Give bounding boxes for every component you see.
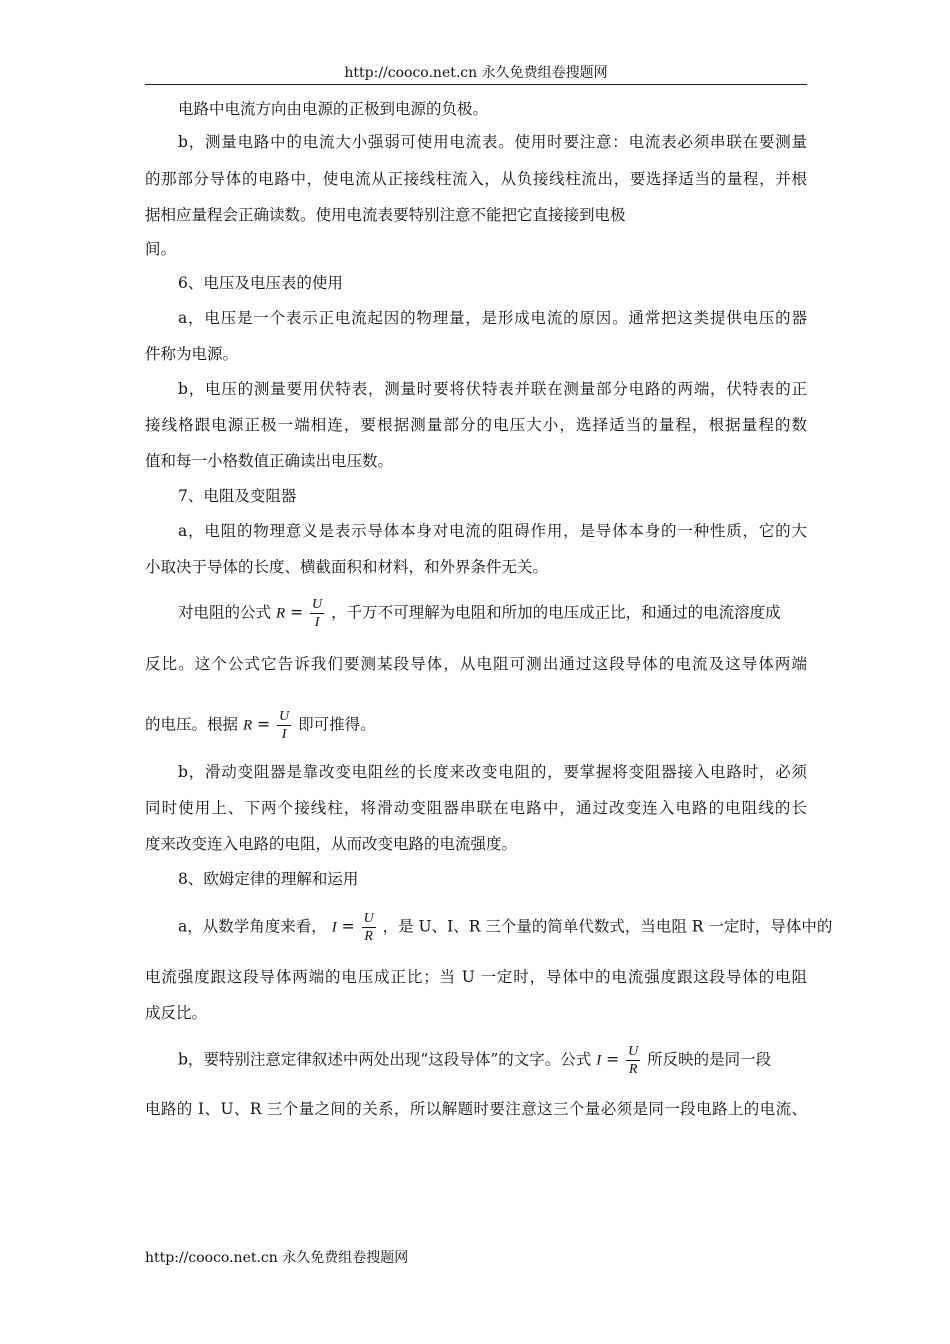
- formula-equals: =: [290, 603, 304, 622]
- text-span: ，是 U、I、R 三个量的简单代数式，当电阻 R 一定时，导体中的: [382, 917, 833, 936]
- fraction-numerator: U: [312, 597, 323, 612]
- fraction-numerator: U: [628, 1044, 639, 1059]
- text-line: 据相应量程会正确读数。使用电流表要特别注意不能把它直接接到电极: [145, 206, 626, 224]
- text-line: b，滑动变阻器是靠改变电阻丝的长度来改变电阻的，要掌握将变阻器接入电路时，必须: [178, 763, 807, 781]
- text-span: b，要特别注意定律叙述中两处出现“这段导体”的文字。公式: [178, 1050, 592, 1069]
- formula-line: [145, 910, 833, 945]
- text-line: 反比。这个公式它告诉我们要测某段导体，从电阻可测出通过这段导体的电流及这导体两端: [145, 655, 807, 673]
- text-line: 度来改变连入电路的电阻，从而改变电路的电流强度。: [145, 835, 518, 853]
- formula-line: [145, 1043, 807, 1078]
- formula-equals: =: [257, 715, 271, 734]
- page-header: http://cooco.net.cn 永久免费组卷搜题网: [344, 65, 608, 81]
- text-span: a，从数学角度来看，: [178, 917, 327, 936]
- section-heading: 7、电阻及变阻器: [178, 487, 297, 505]
- fraction-numerator: U: [279, 709, 290, 724]
- section-heading: 6、电压及电压表的使用: [178, 274, 343, 292]
- text-line: a，电压是一个表示正电流起因的物理量，是形成电流的原因。通常把这类提供电压的器: [178, 309, 807, 327]
- formula-line: [145, 596, 807, 631]
- fraction-denominator: I: [281, 727, 287, 742]
- fraction-u-over-r: [626, 1043, 640, 1078]
- text-line: b，电压的测量要用伏特表，测量时要将伏特表并联在测量部分电路的两端，伏特表的正: [178, 380, 807, 398]
- text-line: 接线格跟电源正极一端相连，要根据测量部分的电压大小，选择适当的量程，根据量程的数: [145, 416, 807, 434]
- formula-line: [145, 708, 807, 743]
- text-line: 成反比。: [145, 1004, 208, 1022]
- text-line: 电路的 I、U、R 三个量之间的关系，所以解题时要注意这三个量必须是同一段电路上的电流、: [145, 1100, 807, 1118]
- text-span: 即可推得。: [298, 715, 376, 734]
- text-line: 值和每一小格数值正确读出电压数。: [145, 452, 394, 470]
- fraction-denominator: R: [364, 929, 373, 944]
- text-line: 间。: [145, 240, 177, 258]
- text-span: ，千万不可理解为电阻和所加的电压成正比，和通过的电流溶度成: [331, 603, 781, 622]
- formula-var-i: I: [596, 1052, 602, 1069]
- section-heading: 8、欧姆定律的理解和运用: [178, 870, 359, 888]
- fraction-numerator: U: [363, 911, 374, 926]
- text-line: a，电阻的物理意义是表示导体本身对电流的阻碍作用，是导体本身的一种性质，它的大: [178, 522, 807, 540]
- formula-equals: =: [606, 1050, 620, 1069]
- formula-var-r: R: [242, 717, 253, 734]
- text-span: 对电阻的公式: [178, 603, 272, 622]
- header-rule: [145, 84, 807, 85]
- fraction-u-over-i: [310, 596, 324, 631]
- fraction-denominator: R: [628, 1062, 638, 1077]
- fraction-u-over-r: [362, 910, 376, 945]
- text-span: 的电压。根据: [145, 715, 239, 734]
- text-line: 的那部分导体的电路中，使电流从正接线柱流入，从负接线柱流出，要选择适当的量程，并根: [145, 170, 807, 188]
- text-span: 所反映的是同一段: [647, 1050, 772, 1069]
- formula-var-i: I: [331, 919, 337, 936]
- text-line: b，测量电路中的电流大小强弱可使用电流表。使用时要注意：电流表必须串联在要测量: [178, 133, 807, 151]
- formula-equals: =: [341, 917, 355, 936]
- text-line: 小取决于导体的长度、横截面积和材料，和外界条件无关。: [145, 558, 549, 576]
- text-line: 电流强度跟这段导体两端的电压成正比；当 U 一定时，导体中的电流强度跟这段导体的电阻: [145, 968, 807, 986]
- fraction-u-over-i: [277, 708, 291, 743]
- fraction-denominator: I: [314, 615, 320, 630]
- text-line: 电路中电流方向由电源的正极到电源的负极。: [178, 100, 489, 118]
- text-line: 同时使用上、下两个接线柱，将滑动变阻器串联在电路中，通过改变连入电路的电阻线的长: [145, 799, 807, 817]
- formula-var-r: R: [275, 605, 286, 622]
- page-footer: http://cooco.net.cn 永久免费组卷搜题网: [145, 1250, 409, 1266]
- text-line: 件称为电源。: [145, 345, 239, 363]
